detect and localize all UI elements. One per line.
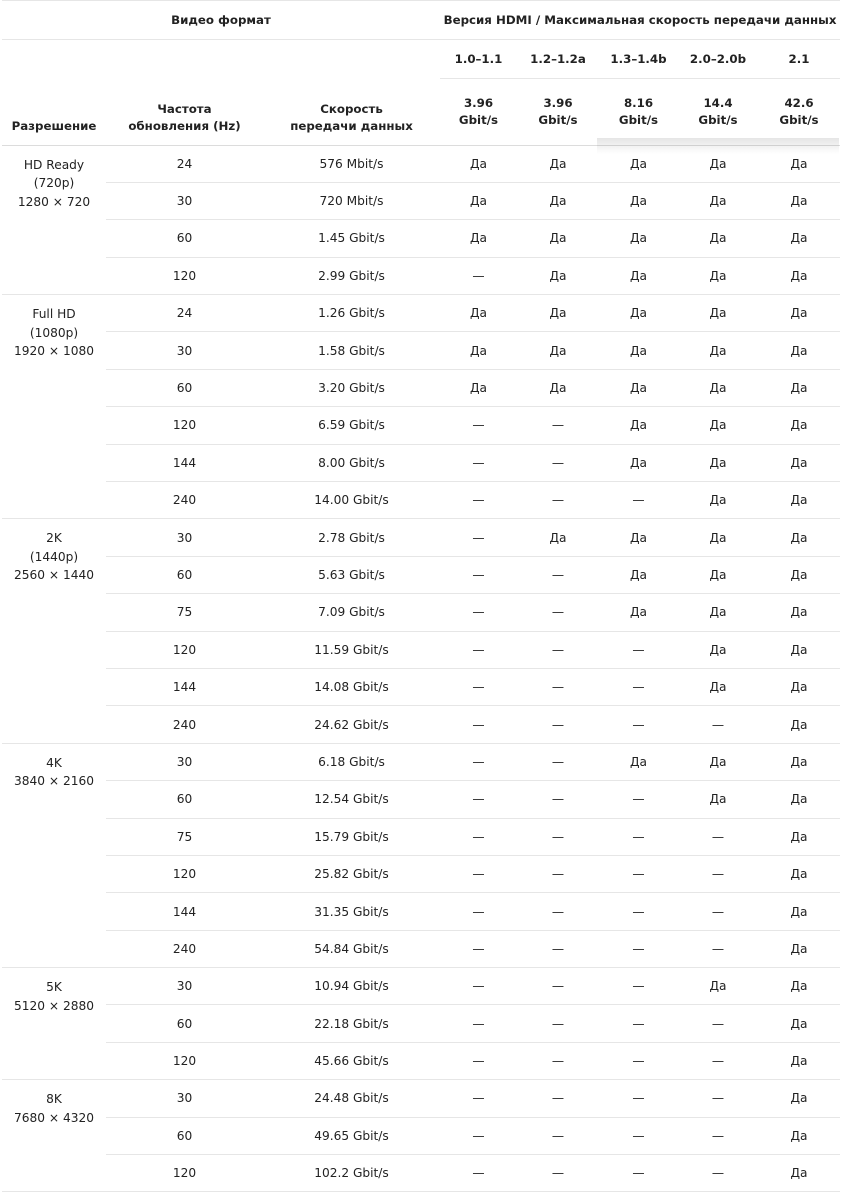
support-cell: —	[678, 930, 758, 967]
support-cell: —	[599, 1155, 678, 1192]
support-cell: Да	[440, 332, 517, 369]
refresh-rate-label: Частота обновления (Hz)	[128, 101, 241, 133]
version-label: 1.2–1.2a	[517, 40, 599, 79]
table-row	[2, 930, 840, 967]
support-cell: —	[440, 855, 517, 892]
support-cell: Да	[599, 369, 678, 406]
support-cell: Да	[758, 968, 840, 1005]
header-spacer	[2, 40, 440, 79]
support-cell: Да	[758, 369, 840, 406]
table-row	[2, 668, 840, 705]
data-rate-cell: 54.84 Gbit/s	[263, 930, 440, 967]
support-cell: Да	[678, 781, 758, 818]
version-label: 2.0–2.0b	[678, 40, 758, 79]
support-cell: Да	[678, 482, 758, 519]
resolution-line: (1440p)	[29, 549, 79, 564]
support-cell: —	[440, 706, 517, 743]
support-cell: —	[599, 1042, 678, 1079]
version-label: 1.3–1.4b	[599, 40, 678, 79]
support-cell: Да	[758, 145, 840, 182]
support-cell: Да	[758, 930, 840, 967]
table-row	[2, 1117, 840, 1154]
support-cell: —	[517, 893, 599, 930]
table-row	[2, 594, 840, 631]
refresh-rate-cell: 30	[106, 743, 263, 780]
table-row	[2, 1155, 840, 1192]
support-cell: —	[678, 1117, 758, 1154]
support-cell: —	[440, 594, 517, 631]
data-rate-cell: 14.00 Gbit/s	[263, 482, 440, 519]
version-speed-text: 14.4 Gbit/s	[698, 95, 738, 127]
table-row	[2, 257, 840, 294]
table-row	[2, 781, 840, 818]
version-speed	[517, 79, 599, 146]
support-cell: —	[599, 1080, 678, 1117]
data-rate-column-header	[263, 79, 440, 146]
support-cell: Да	[517, 145, 599, 182]
support-cell: Да	[678, 743, 758, 780]
support-cell: —	[517, 1005, 599, 1042]
resolution-cell	[2, 743, 106, 967]
data-rate-cell: 49.65 Gbit/s	[263, 1117, 440, 1154]
resolution-column-header: Разрешение	[2, 79, 106, 146]
resolution-cell	[2, 519, 106, 743]
support-cell: —	[517, 855, 599, 892]
refresh-rate-cell: 120	[106, 1042, 263, 1079]
table-row	[2, 519, 840, 556]
support-cell: Да	[758, 1117, 840, 1154]
support-cell: Да	[517, 220, 599, 257]
support-cell: Да	[758, 631, 840, 668]
data-rate-cell: 25.82 Gbit/s	[263, 855, 440, 892]
data-rate-cell: 11.59 Gbit/s	[263, 631, 440, 668]
data-rate-cell: 24.48 Gbit/s	[263, 1080, 440, 1117]
resolution-line: HD Ready	[23, 157, 85, 172]
support-cell: —	[599, 855, 678, 892]
support-cell: —	[599, 930, 678, 967]
support-cell: Да	[678, 631, 758, 668]
refresh-rate-cell: 30	[106, 1080, 263, 1117]
data-rate-cell: 15.79 Gbit/s	[263, 818, 440, 855]
support-cell: Да	[599, 444, 678, 481]
table-row	[2, 295, 840, 332]
resolution-line: Full HD	[32, 307, 76, 322]
refresh-rate-cell: 60	[106, 1117, 263, 1154]
refresh-rate-cell: 144	[106, 893, 263, 930]
table-row	[2, 631, 840, 668]
support-cell: Да	[678, 594, 758, 631]
support-cell: —	[678, 1080, 758, 1117]
support-cell: —	[517, 1117, 599, 1154]
version-label: 2.1	[758, 40, 840, 79]
resolution-line: 8K	[46, 1092, 62, 1107]
table-row	[2, 556, 840, 593]
table-row	[2, 743, 840, 780]
data-rate-cell: 6.18 Gbit/s	[263, 743, 440, 780]
table-row	[2, 182, 840, 219]
support-cell: Да	[678, 968, 758, 1005]
table-row	[2, 855, 840, 892]
support-cell: Да	[758, 220, 840, 257]
table-row	[2, 407, 840, 444]
data-rate-cell: 10.94 Gbit/s	[263, 968, 440, 1005]
data-rate-cell: 8.00 Gbit/s	[263, 444, 440, 481]
support-cell: Да	[758, 668, 840, 705]
support-cell: —	[517, 407, 599, 444]
table-row	[2, 818, 840, 855]
support-cell: —	[517, 818, 599, 855]
refresh-rate-cell: 120	[106, 855, 263, 892]
resolution-cell	[2, 295, 106, 519]
support-cell: —	[440, 257, 517, 294]
support-cell: Да	[758, 295, 840, 332]
table-row	[2, 968, 840, 1005]
data-rate-cell: 102.2 Gbit/s	[263, 1155, 440, 1192]
support-cell: —	[599, 1117, 678, 1154]
refresh-rate-cell: 75	[106, 594, 263, 631]
support-cell: Да	[758, 1155, 840, 1192]
table-row	[2, 444, 840, 481]
support-cell: Да	[678, 182, 758, 219]
support-cell: Да	[678, 519, 758, 556]
resolution-line: 4K	[46, 755, 62, 770]
resolution-line: 2K	[46, 531, 62, 546]
data-rate-cell: 5.63 Gbit/s	[263, 556, 440, 593]
refresh-rate-cell: 144	[106, 444, 263, 481]
table-row	[2, 482, 840, 519]
resolution-line: 7680 × 4320	[14, 1110, 94, 1125]
support-cell: —	[440, 556, 517, 593]
support-cell: —	[599, 818, 678, 855]
support-cell: —	[517, 631, 599, 668]
resolution-line: (720p)	[33, 176, 75, 190]
resolution-line: 3840 × 2160	[14, 774, 94, 789]
support-cell: —	[678, 1005, 758, 1042]
support-cell: Да	[517, 369, 599, 406]
version-speed-text: 3.96 Gbit/s	[538, 95, 578, 127]
support-cell: —	[440, 1080, 517, 1117]
support-cell: Да	[758, 556, 840, 593]
resolution-cell	[2, 1080, 106, 1192]
table-row	[2, 220, 840, 257]
table-row	[2, 1042, 840, 1079]
refresh-rate-cell: 120	[106, 631, 263, 668]
support-cell: Да	[599, 182, 678, 219]
support-cell: Да	[758, 257, 840, 294]
support-cell: —	[517, 556, 599, 593]
version-speed-text: 8.16 Gbit/s	[618, 95, 659, 127]
support-cell: Да	[678, 444, 758, 481]
data-rate-cell: 720 Mbit/s	[263, 182, 440, 219]
support-cell: Да	[599, 145, 678, 182]
refresh-rate-cell: 120	[106, 1155, 263, 1192]
support-cell: —	[517, 706, 599, 743]
table-row	[2, 1080, 840, 1117]
refresh-rate-cell: 24	[106, 295, 263, 332]
resolution-cell	[2, 145, 106, 295]
support-cell: Да	[440, 220, 517, 257]
support-cell: Да	[758, 182, 840, 219]
resolution-line: 5120 × 2880	[14, 998, 94, 1013]
support-cell: —	[517, 1155, 599, 1192]
support-cell: Да	[758, 743, 840, 780]
support-cell: Да	[758, 407, 840, 444]
support-cell: —	[599, 706, 678, 743]
data-rate-label: Скорость передачи данных	[290, 101, 413, 133]
refresh-rate-cell: 30	[106, 182, 263, 219]
support-cell: —	[599, 482, 678, 519]
support-cell: Да	[440, 145, 517, 182]
data-rate-cell: 24.62 Gbit/s	[263, 706, 440, 743]
support-cell: Да	[758, 594, 840, 631]
support-cell: Да	[758, 706, 840, 743]
support-cell: Да	[678, 369, 758, 406]
support-cell: Да	[678, 332, 758, 369]
refresh-rate-column-header	[106, 79, 263, 146]
support-cell: —	[440, 407, 517, 444]
support-cell: —	[599, 893, 678, 930]
support-cell: —	[440, 781, 517, 818]
support-cell: Да	[758, 818, 840, 855]
data-rate-cell: 2.99 Gbit/s	[263, 257, 440, 294]
refresh-rate-cell: 60	[106, 556, 263, 593]
data-rate-cell: 2.78 Gbit/s	[263, 519, 440, 556]
support-cell: Да	[599, 594, 678, 631]
support-cell: Да	[678, 145, 758, 182]
table-body	[2, 145, 840, 1192]
support-cell: —	[517, 482, 599, 519]
support-cell: —	[678, 1155, 758, 1192]
support-cell: —	[440, 818, 517, 855]
support-cell: Да	[517, 332, 599, 369]
support-cell: Да	[678, 407, 758, 444]
support-cell: —	[440, 743, 517, 780]
support-cell: Да	[758, 1005, 840, 1042]
support-cell: Да	[758, 855, 840, 892]
refresh-rate-cell: 120	[106, 407, 263, 444]
resolution-line: 2560 × 1440	[14, 568, 94, 583]
refresh-rate-cell: 240	[106, 930, 263, 967]
version-label: 1.0–1.1	[440, 40, 517, 79]
refresh-rate-cell: 75	[106, 818, 263, 855]
refresh-rate-cell: 60	[106, 1005, 263, 1042]
refresh-rate-cell: 60	[106, 369, 263, 406]
support-cell: —	[678, 1042, 758, 1079]
table-header	[2, 1, 840, 146]
table-row	[2, 145, 840, 182]
support-cell: —	[678, 855, 758, 892]
resolution-line: 5K	[46, 980, 62, 995]
support-cell: —	[440, 519, 517, 556]
support-cell: Да	[599, 220, 678, 257]
support-cell: —	[440, 1117, 517, 1154]
hdmi-version-header: Версия HDMI / Максимальная скорость передачи данных	[440, 1, 840, 40]
support-cell: Да	[758, 893, 840, 930]
support-cell: —	[440, 893, 517, 930]
support-cell: —	[678, 818, 758, 855]
support-cell: Да	[599, 332, 678, 369]
support-cell: —	[517, 930, 599, 967]
support-cell: Да	[599, 519, 678, 556]
support-cell: —	[517, 668, 599, 705]
data-rate-cell: 1.58 Gbit/s	[263, 332, 440, 369]
support-cell: —	[517, 968, 599, 1005]
refresh-rate-cell: 120	[106, 257, 263, 294]
refresh-rate-cell: 240	[106, 706, 263, 743]
support-cell: —	[517, 444, 599, 481]
resolution-cell	[2, 968, 106, 1080]
refresh-rate-cell: 30	[106, 332, 263, 369]
table-row	[2, 1005, 840, 1042]
support-cell: —	[440, 1042, 517, 1079]
support-cell: Да	[758, 1042, 840, 1079]
support-cell: Да	[758, 444, 840, 481]
support-cell: —	[440, 930, 517, 967]
version-speed	[758, 79, 840, 146]
support-cell: —	[599, 668, 678, 705]
support-cell: Да	[440, 295, 517, 332]
support-cell: Да	[599, 407, 678, 444]
support-cell: —	[440, 631, 517, 668]
data-rate-cell: 45.66 Gbit/s	[263, 1042, 440, 1079]
version-speed-text: 3.96 Gbit/s	[458, 95, 499, 127]
support-cell: —	[517, 1080, 599, 1117]
support-cell: Да	[758, 1080, 840, 1117]
support-cell: Да	[517, 257, 599, 294]
refresh-rate-cell: 144	[106, 668, 263, 705]
support-cell: —	[440, 482, 517, 519]
version-speed	[678, 79, 758, 146]
refresh-rate-cell: 240	[106, 482, 263, 519]
support-cell: —	[440, 1005, 517, 1042]
support-cell: Да	[678, 220, 758, 257]
table-row	[2, 369, 840, 406]
refresh-rate-cell: 60	[106, 220, 263, 257]
support-cell: Да	[599, 556, 678, 593]
data-rate-cell: 22.18 Gbit/s	[263, 1005, 440, 1042]
refresh-rate-cell: 60	[106, 781, 263, 818]
support-cell: —	[517, 1042, 599, 1079]
data-rate-cell: 12.54 Gbit/s	[263, 781, 440, 818]
support-cell: —	[678, 893, 758, 930]
hdmi-compatibility-table	[2, 0, 840, 1192]
version-speed-text: 42.6 Gbit/s	[779, 95, 819, 127]
support-cell: Да	[517, 519, 599, 556]
support-cell: Да	[599, 743, 678, 780]
support-cell: —	[599, 968, 678, 1005]
support-cell: Да	[678, 295, 758, 332]
support-cell: Да	[440, 182, 517, 219]
support-cell: Да	[758, 781, 840, 818]
support-cell: Да	[758, 332, 840, 369]
support-cell: Да	[517, 182, 599, 219]
support-cell: —	[678, 706, 758, 743]
support-cell: Да	[678, 668, 758, 705]
support-cell: —	[440, 444, 517, 481]
resolution-line: 1920 × 1080	[14, 344, 94, 359]
data-rate-cell: 1.45 Gbit/s	[263, 220, 440, 257]
support-cell: —	[440, 668, 517, 705]
table-row	[2, 332, 840, 369]
support-cell: —	[440, 968, 517, 1005]
refresh-rate-cell: 30	[106, 968, 263, 1005]
support-cell: —	[440, 1155, 517, 1192]
support-cell: —	[599, 631, 678, 668]
support-cell: Да	[758, 519, 840, 556]
support-cell: —	[517, 594, 599, 631]
support-cell: —	[599, 781, 678, 818]
support-cell: Да	[599, 257, 678, 294]
data-rate-cell: 7.09 Gbit/s	[263, 594, 440, 631]
table-row	[2, 706, 840, 743]
support-cell: Да	[440, 369, 517, 406]
support-cell: Да	[599, 295, 678, 332]
data-rate-cell: 576 Mbit/s	[263, 145, 440, 182]
support-cell: Да	[517, 295, 599, 332]
version-speed	[599, 79, 678, 146]
support-cell: Да	[758, 482, 840, 519]
support-cell: Да	[678, 556, 758, 593]
table-row	[2, 893, 840, 930]
data-rate-cell: 31.35 Gbit/s	[263, 893, 440, 930]
version-speed	[440, 79, 517, 146]
data-rate-cell: 1.26 Gbit/s	[263, 295, 440, 332]
refresh-rate-cell: 30	[106, 519, 263, 556]
support-cell: —	[517, 781, 599, 818]
support-cell: —	[517, 743, 599, 780]
support-cell: Да	[678, 257, 758, 294]
resolution-line: (1080p)	[29, 325, 79, 340]
resolution-line: 1280 × 720	[17, 194, 91, 209]
refresh-rate-cell: 24	[106, 145, 263, 182]
data-rate-cell: 14.08 Gbit/s	[263, 668, 440, 705]
data-rate-cell: 6.59 Gbit/s	[263, 407, 440, 444]
data-rate-cell: 3.20 Gbit/s	[263, 369, 440, 406]
support-cell: —	[599, 1005, 678, 1042]
video-format-header: Видео формат	[2, 1, 440, 40]
